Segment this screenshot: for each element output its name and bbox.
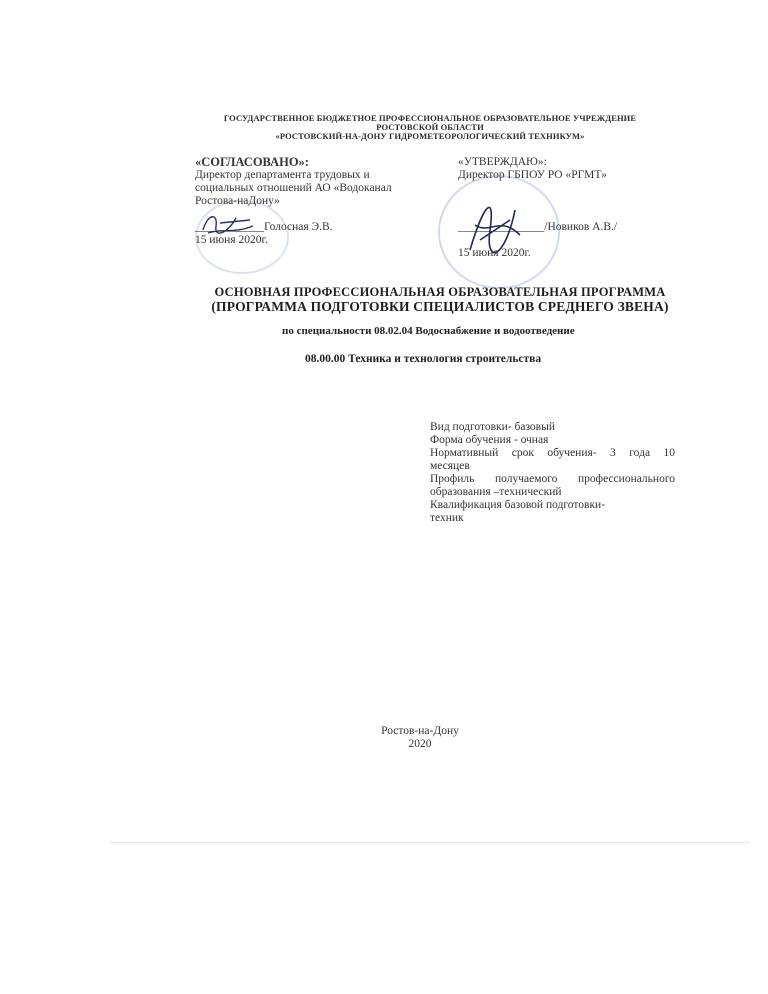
scan-edge-line: [110, 842, 750, 843]
approved-date: 15 июня 2020г.: [458, 247, 531, 259]
detail-qualification-cont: техник: [430, 512, 464, 524]
detail-profile: Профиль получаемого профессионального: [430, 473, 675, 485]
agreed-line-2: социальных отношений АО «Водоканал: [195, 182, 392, 194]
agreed-heading: «СОГЛАСОВАНО»:: [195, 155, 309, 169]
specialty-line: по специальности 08.02.04 Водоснабжение и водоотведение: [282, 325, 575, 337]
detail-training-type: Вид подготовки- базовый: [430, 421, 555, 433]
approved-line-1: Директор ГБПОУ РО «РГМТ»: [458, 169, 607, 181]
detail-qualification: Квалификация базовой подготовки-: [430, 499, 606, 511]
approved-signature: _______________/Новиков А.В./: [458, 221, 618, 233]
approved-heading: «УТВЕРЖДАЮ»:: [458, 156, 547, 168]
institution-line-2: РОСТОВСКОЙ ОБЛАСТИ: [376, 122, 484, 132]
agreed-line-3: Ростова-наДону»: [195, 195, 280, 207]
program-title-line-1: ОСНОВНАЯ ПРОФЕССИОНАЛЬНАЯ ОБРАЗОВАТЕЛЬНАЯ ПРОГРАММА: [214, 285, 666, 299]
detail-duration: Нормативный срок обучения- 3 года 10: [430, 447, 675, 459]
detail-duration-cont: месяцев: [430, 460, 470, 472]
program-title-line-2: (ПРОГРАММА ПОДГОТОВКИ СПЕЦИАЛИСТОВ СРЕДНЕГО ЗВЕНА): [211, 299, 669, 314]
footer-year: 2020: [408, 738, 432, 750]
agreed-signature: ____________Голосная Э.В.: [195, 221, 333, 233]
field-line: 08.00.00 Техника и технология строительства: [305, 353, 542, 365]
detail-profile-cont: образования –технический: [430, 486, 562, 498]
institution-line-1: ГОСУДАРСТВЕННОЕ БЮДЖЕТНОЕ ПРОФЕССИОНАЛЬНОЕ ОБРАЗОВАТЕЛЬНОЕ УЧРЕЖДЕНИЕ: [223, 113, 637, 123]
agreed-line-1: Директор департамента трудовых и: [195, 169, 370, 181]
agreed-date: 15 июня 2020г.: [195, 234, 268, 246]
institution-line-3: «РОСТОВСКИЙ-НА-ДОНУ ГИДРОМЕТЕОРОЛОГИЧЕСКИЙ ТЕХНИКУМ»: [275, 131, 585, 141]
detail-study-form: Форма обучения - очная: [430, 434, 549, 446]
footer-city: Ростов-на-Дону: [381, 725, 459, 737]
